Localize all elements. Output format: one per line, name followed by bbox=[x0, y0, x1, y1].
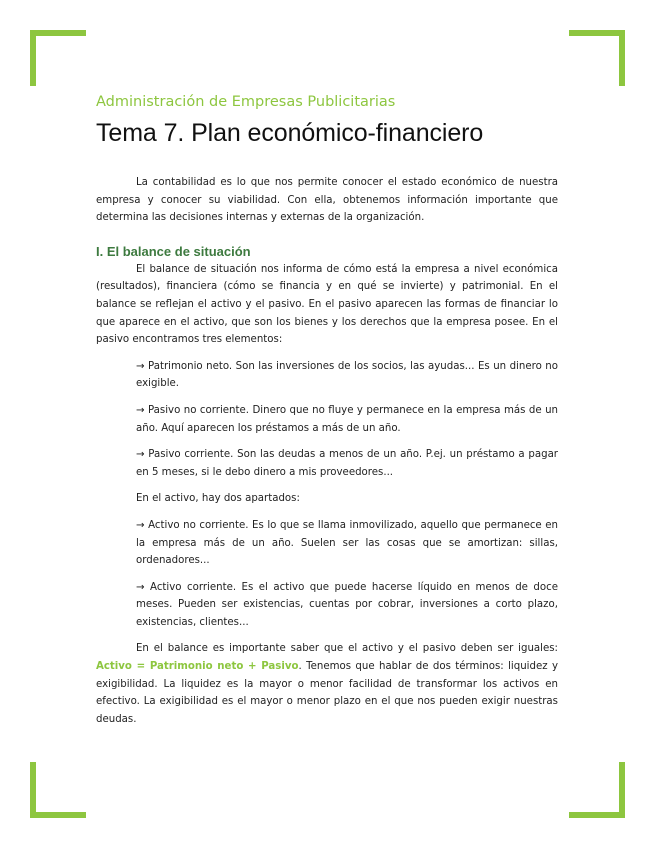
section-heading: I. El balance de situación bbox=[96, 243, 251, 259]
closing-text-before: En el balance es importante saber que el activo y el pasivo deben ser iguales: bbox=[136, 643, 558, 655]
list-item-pasivo-corriente: → Pasivo corriente. Son las deudas a menos de un año. P.ej. un préstamo a pagar en 5 meses, si le debo dinero a mis proveedores... bbox=[136, 449, 558, 478]
list-item-patrimonio-neto: → Patrimonio neto. Son las inversiones de los socios, las ayudas... Es un dinero no exigible. bbox=[136, 360, 558, 390]
intro-paragraph: La contabilidad es lo que nos permite conocer el estado económico de nuestra empresa y conocer su viabilidad. Con ella, obtenemos información importante que determina las decisiones internas y externas de la organización. bbox=[96, 177, 558, 224]
pasivo-list bbox=[136, 358, 558, 632]
balance-paragraph: El balance de situación nos informa de cómo está la empresa a nivel económica (resultados), financiera (cómo se financia y en qué se invierte) y patrimonial. En el balance se reflejan el activo y el pasivo. En el pasivo aparecen las formas de financiar lo que aparece en el activo, que son los bienes y los derechos que la empresa posee. En el pasivo encontramos tres elementos: bbox=[96, 263, 558, 346]
list-item-activo-corriente: → Activo corriente. Es el activo que puede hacerse líquido en menos de doce meses. Pueden ser existencias, cuentas por cobrar, inversiones a corto plazo, existencias, clientes... bbox=[136, 581, 558, 628]
closing-text-after: . Tenemos que hablar de dos términos: liquidez y exigibilidad. La liquidez es la mayor o menor facilidad de transformar los activos en efectivo. La exigibilidad es el mayor o menor plazo en el que nos pueden exigir nuestras deudas. bbox=[96, 661, 558, 725]
closing-paragraph bbox=[96, 640, 558, 728]
corner-bracket-bottom-right bbox=[569, 762, 625, 818]
subject-heading: Administración de Empresas Publicitarias bbox=[96, 94, 396, 110]
page-content bbox=[96, 92, 558, 728]
corner-bracket-top-right bbox=[569, 30, 625, 86]
page-title: Tema 7. Plan económico-financiero bbox=[96, 119, 484, 147]
corner-bracket-top-left bbox=[30, 30, 86, 86]
list-item-pasivo-no-corriente: → Pasivo no corriente. Dinero que no fluye y permanece en la empresa más de un año. Aquí aparecen los préstamos a más de un año. bbox=[136, 404, 558, 434]
balance-formula: Activo = Patrimonio neto + Pasivo bbox=[96, 661, 299, 673]
list-item-activo-no-corriente: → Activo no corriente. Es lo que se llama inmovilizado, aquello que permanece en la empresa más de un año. Suelen ser las cosas que se amortizan: sillas, ordenadores... bbox=[136, 519, 558, 567]
activo-intro: En el activo, hay dos apartados: bbox=[136, 493, 300, 505]
corner-bracket-bottom-left bbox=[30, 762, 86, 818]
